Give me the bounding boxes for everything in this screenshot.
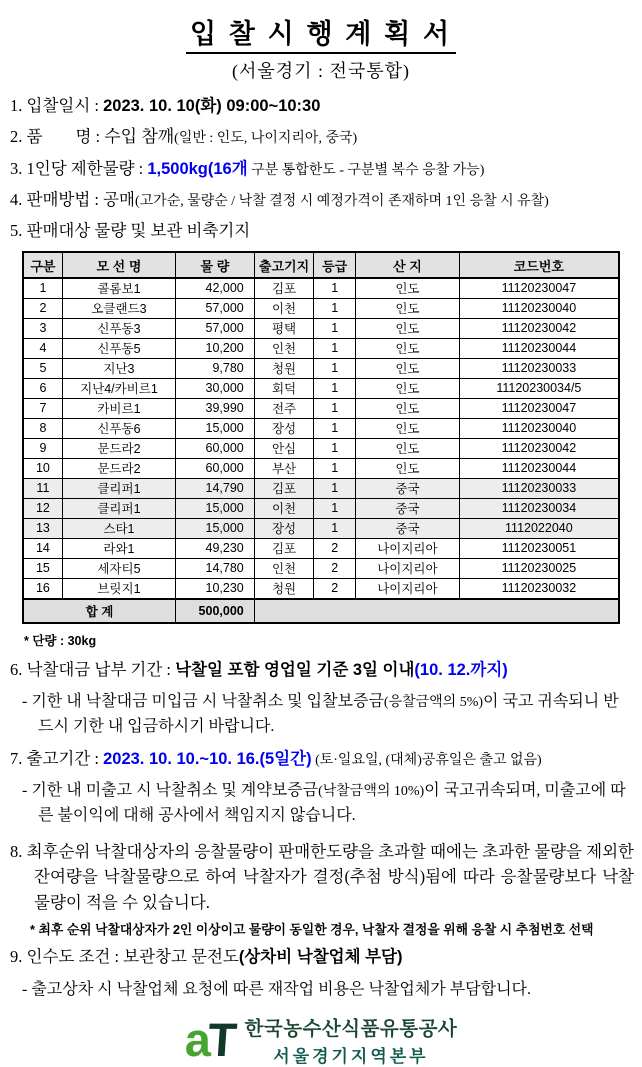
item8-lottery-note: * 최후 순위 낙찰대상자가 2인 이상이고 물량이 동일한 경우, 낙찰자 결정을 위해 응찰 시 추첨번호 선택 [30,922,594,938]
table-cell: 11120230042 [459,318,619,338]
at-logo [184,1012,239,1066]
footer [8,1013,634,1067]
item4-value: 공매 [103,190,135,210]
table-cell: 4 [23,338,62,358]
item-sale-method [10,189,634,211]
table-cell: 김포 [254,478,314,498]
table-cell: 회덕 [254,378,314,398]
table-cell: 클리퍼1 [62,498,175,518]
table-cell: 11 [23,478,62,498]
table-cell: 2 [314,558,356,578]
table-cell: 인도 [356,398,460,418]
col-header-qty: 물 량 [176,252,255,278]
table-cell: 인도 [356,438,460,458]
table-cell: 13 [23,518,62,538]
table-cell: 60,000 [176,458,255,478]
table-cell: 1 [314,378,356,398]
table-row [23,518,619,538]
table-cell: 중국 [356,518,460,538]
table-cell: 김포 [254,278,314,299]
table-cell: 청원 [254,358,314,378]
table-cell: 1112022040 [459,518,619,538]
item7-sub-text2: 이 국고귀속되며, 미출고에 따른 불이익에 대해 공사에서 책임지지 않습니다. [38,782,626,824]
table-cell: 지난4/카비르1 [62,378,175,398]
item2-label: 2. 품 명 : [10,127,105,147]
table-row [23,558,619,578]
table-cell: 오클랜드3 [62,298,175,318]
table-cell: 9,780 [176,358,255,378]
table-cell: 인천 [254,338,314,358]
table-cell: 1 [314,278,356,299]
item1-value: 2023. 10. 10(화) 09:00~10:30 [103,97,321,115]
item-excess-quantity-rule: 8. 최후순위 낙찰대상자의 응찰물량이 판매한도량을 초과할 때에는 초과한 물량을 제외한 잔여량을 낙찰물량으로 하여 낙찰자가 결정(추첨 방식)됨에 따라 응찰물량보다 낙찰물량이 적을 수 있습니다. [10,841,634,912]
item2-value: 수입 참깨 [104,127,175,147]
table-cell: 11120230051 [459,538,619,558]
table-row [23,438,619,458]
table-cell: 인도 [356,358,460,378]
table-cell: 1 [314,398,356,418]
table-cell: 15,000 [176,418,255,438]
table-cell: 인도 [356,418,460,438]
item-delivery-condition [10,946,634,968]
item6-deadline: (10. 12.까지) [414,660,508,679]
table-row [23,578,619,599]
table-cell: 15,000 [176,518,255,538]
table-cell: 부산 [254,458,314,478]
table-cell: 인도 [356,298,460,318]
table-cell: 1 [314,458,356,478]
table-row [23,298,619,318]
table-cell: 11120230034 [459,498,619,518]
table-cell: 57,000 [176,318,255,338]
col-header-gubun: 구분 [23,252,62,278]
table-cell: 1 [314,518,356,538]
org-text-block [245,1013,458,1067]
table-cell: 2 [314,578,356,599]
table-cell: 콜롬보1 [62,278,175,299]
table-cell: 10 [23,458,62,478]
table-cell: 1 [314,318,356,338]
page-title: 입 찰 시 행 계 획 서 [186,12,456,54]
table-cell: 11120230034/5 [459,378,619,398]
table-cell: 8 [23,418,62,438]
item-sale-target [10,220,634,241]
item-release-period [10,748,634,770]
table-cell: 1 [314,498,356,518]
col-header-grade: 등급 [314,252,356,278]
table-cell: 6 [23,378,62,398]
table-cell: 인천 [254,558,314,578]
table-body [23,278,619,599]
table-cell: 클리퍼1 [62,478,175,498]
item7-paren: (토·일요일, (대체)공휴일은 출고 없음) [311,752,542,768]
table-row [23,458,619,478]
table-row [23,378,619,398]
table-cell: 1 [314,438,356,458]
item3-label: 3. 1인당 제한물량 : [10,158,148,178]
table-cell: 인도 [356,278,460,299]
table-cell: 나이지리아 [356,578,460,599]
table-cell: 30,000 [176,378,255,398]
table-row [23,318,619,338]
table-cell: 11120230044 [459,338,619,358]
item9-sub-note: - 출고상차 시 낙찰업체 요청에 따른 재작업 비용은 낙찰업체가 부담합니다. [22,980,532,998]
page-subtitle: (서울경기 : 전국통합) [231,61,411,81]
table-total-row [23,599,619,623]
table-cell: 장성 [254,418,314,438]
item-bid-datetime [10,95,634,117]
table-cell: 11120230042 [459,438,619,458]
item-product-name [10,126,634,148]
table-cell: 신푸동5 [62,338,175,358]
table-cell: 16 [23,578,62,599]
item7-sub-paren: (낙찰금액의 10%) [318,784,425,800]
table-cell: 인도 [356,318,460,338]
table-cell: 10,200 [176,338,255,358]
table-cell: 브릿지1 [62,578,175,599]
item6-sub-note [16,690,634,740]
col-header-origin: 산 지 [356,252,460,278]
table-row [23,498,619,518]
table-cell: 39,990 [176,398,255,418]
table-cell: 11120230025 [459,558,619,578]
item3-rest: 구분 통합한도 - 구분별 복수 응찰 가능) [247,162,485,178]
table-row [23,538,619,558]
item6-sub-paren: (응찰금액의 5%) [383,695,484,711]
table-cell: 3 [23,318,62,338]
table-cell: 1 [314,418,356,438]
item6-bold: 낙찰일 포함 영업일 기준 3일 이내 [175,660,415,679]
table-cell: 11120230047 [459,398,619,418]
total-empty-cell [254,599,619,623]
table-cell: 60,000 [176,438,255,458]
item7-period: 2023. 10. 10.~10. 16.(5일간) [103,749,312,768]
table-cell: 15 [23,558,62,578]
table-cell: 라와1 [62,538,175,558]
table-cell: 청원 [254,578,314,599]
item9-bold: (상차비 낙찰업체 부담) [238,948,403,967]
item4-paren: (고가순, 물량순 / 낙찰 결정 시 예정가격이 존재하며 1인 응찰 시 유찰) [134,194,549,210]
item-payment-period [10,659,634,681]
table-cell: 카비르1 [62,398,175,418]
table-cell: 스타1 [62,518,175,538]
item6-sub-text1: - 기한 내 낙찰대금 미입금 시 낙찰취소 및 입찰보증금 [22,693,384,711]
table-row [23,278,619,299]
table-cell: 세자티5 [62,558,175,578]
table-cell: 김포 [254,538,314,558]
table-cell: 중국 [356,478,460,498]
table-cell: 11120230047 [459,278,619,299]
branch-name: 서울경기지역본부 [273,1046,429,1066]
table-cell: 5 [23,358,62,378]
table-cell: 나이지리아 [356,538,460,558]
total-label-cell: 합 계 [23,599,176,623]
col-header-ship: 모 선 명 [62,252,175,278]
table-cell: 신푸동6 [62,418,175,438]
title-wrap [8,12,634,54]
table-cell: 12 [23,498,62,518]
table-cell: 9 [23,438,62,458]
table-cell: 11120230033 [459,358,619,378]
unit-weight-note: * 단량 : 30kg [24,633,97,648]
at-logo-t: T [206,1012,239,1066]
table-cell: 2 [314,538,356,558]
table-cell: 1 [314,338,356,358]
col-header-depot: 출고기지 [254,252,314,278]
table-cell: 14 [23,538,62,558]
item9-value: 보관창고 문전도 [123,947,239,967]
item4-label: 4. 판매방법 : [10,190,104,210]
table-cell: 전주 [254,398,314,418]
table-cell: 장성 [254,518,314,538]
table-cell: 49,230 [176,538,255,558]
table-cell: 이천 [254,298,314,318]
table-cell: 42,000 [176,278,255,299]
table-cell: 11120230044 [459,458,619,478]
item7-sub-note [16,779,634,829]
table-cell: 안심 [254,438,314,458]
table-cell: 11120230040 [459,418,619,438]
item7-sub-text1: - 기한 내 미출고 시 낙찰취소 및 계약보증금 [22,782,319,800]
at-logo-a: a [184,1012,211,1066]
table-cell: 나이지리아 [356,558,460,578]
table-cell: 7 [23,398,62,418]
table-cell: 1 [314,358,356,378]
table-cell: 1 [314,478,356,498]
table-cell: 신푸동3 [62,318,175,338]
table-cell: 15,000 [176,498,255,518]
table-cell: 이천 [254,498,314,518]
table-row [23,358,619,378]
total-qty-cell: 500,000 [176,599,255,623]
table-row [23,338,619,358]
table-cell: 1 [23,278,62,299]
table-cell: 14,780 [176,558,255,578]
table-cell: 11120230033 [459,478,619,498]
item6-label: 6. 낙찰대금 납부 기간 : [10,659,176,679]
table-cell: 인도 [356,458,460,478]
item-limit-per-person [10,158,634,180]
table-cell: 평택 [254,318,314,338]
table-cell: 10,230 [176,578,255,599]
table-row [23,398,619,418]
table-cell: 2 [23,298,62,318]
item7-label: 7. 출고기간 : [10,748,104,768]
item3-limit-value: 1,500kg(16개 [147,159,248,178]
table-header-row [23,252,619,278]
table-cell: 중국 [356,498,460,518]
item5-label: 5. 판매대상 물량 및 보관 비축기지 [10,221,251,241]
item9-label: 9. 인수도 조건 : [10,947,124,967]
table-row [23,478,619,498]
table-cell: 인도 [356,378,460,398]
item2-paren: (일반 : 인도, 나이지리아, 중국) [174,131,358,147]
item1-label: 1. 입찰일시 : [10,96,104,115]
table-cell: 문드라2 [62,458,175,478]
table-cell: 1 [314,298,356,318]
table-cell: 11120230040 [459,298,619,318]
bid-items-table [22,251,620,624]
item6-sub-text2: 이 국고 귀속되니 반드시 기한 내 입금하시기 바랍니다. [38,693,619,735]
table-cell: 14,790 [176,478,255,498]
table-cell: 문드라2 [62,438,175,458]
table-cell: 57,000 [176,298,255,318]
numbered-items [8,95,634,242]
table-cell: 지난3 [62,358,175,378]
col-header-code: 코드번호 [459,252,619,278]
table-row [23,418,619,438]
table-cell: 11120230032 [459,578,619,599]
org-name: 한국농수산식품유통공사 [244,1017,458,1040]
table-cell: 인도 [356,338,460,358]
